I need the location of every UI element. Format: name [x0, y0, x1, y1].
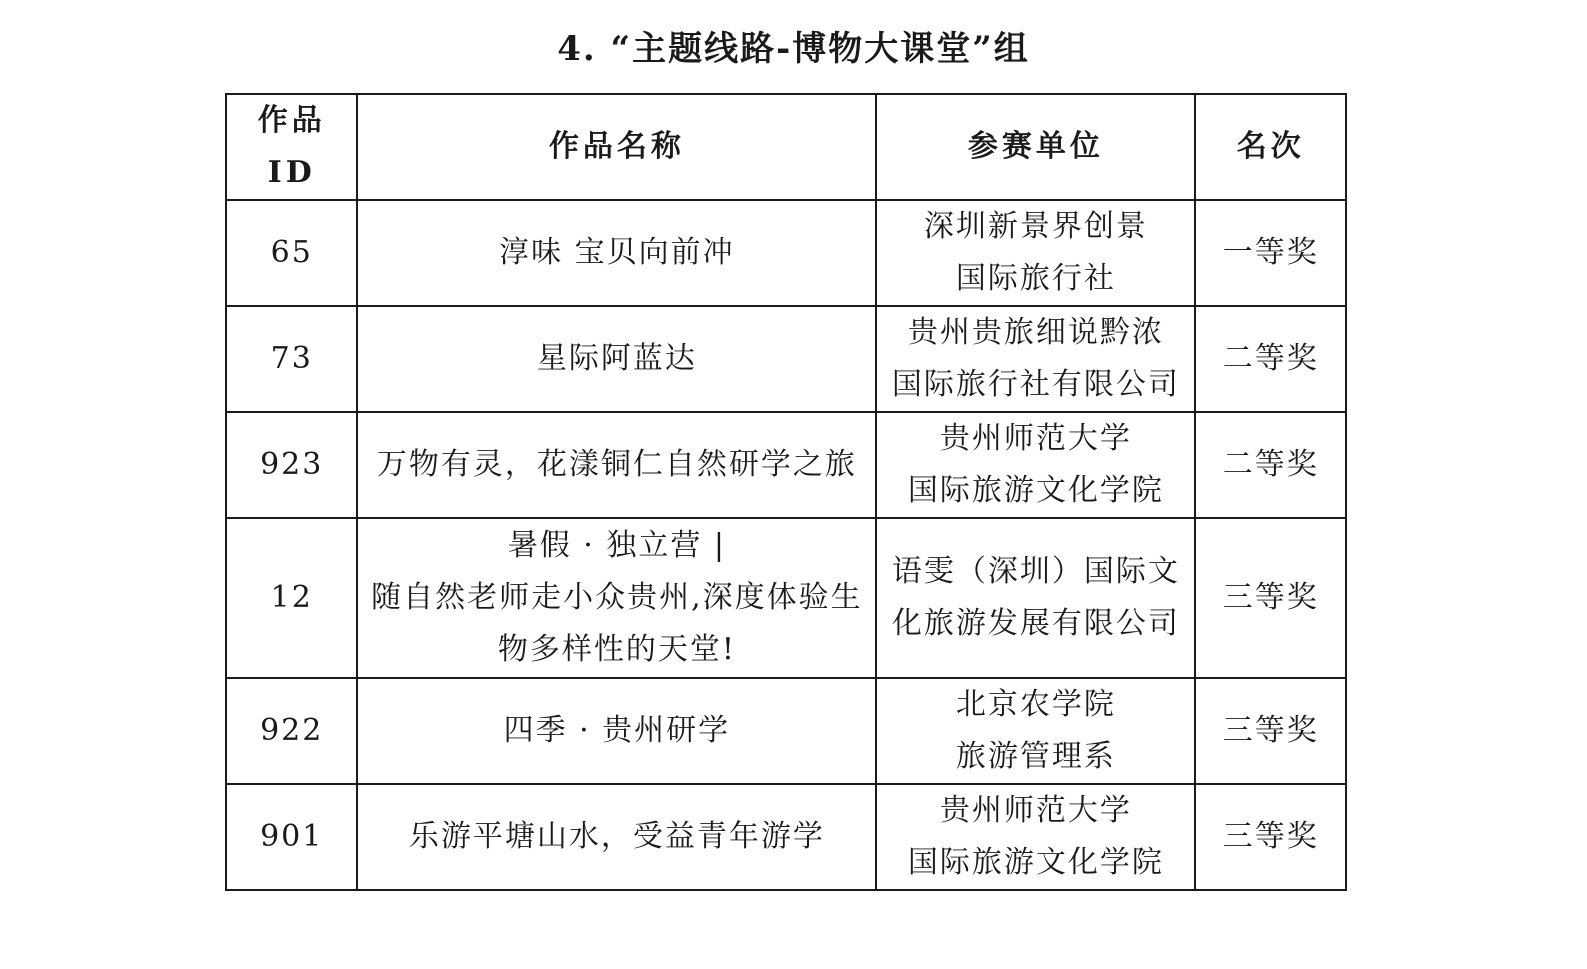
table-row	[226, 306, 1346, 412]
cell-unit-line: 贵州贵旅细说黔浓	[907, 315, 1164, 350]
cell-name-line: 暑假 · 独立营 |	[507, 528, 727, 563]
cell-name-line: 四季 · 贵州研学	[503, 713, 731, 748]
header-name: 作品名称	[357, 94, 876, 200]
page-title: 4. “主题线路-博物大课堂”组	[557, 29, 1030, 69]
header-rank: 名次	[1195, 94, 1346, 200]
cell-name	[357, 678, 876, 784]
cell-rank: 三等奖	[1195, 678, 1346, 784]
table-row	[226, 678, 1346, 784]
header-id-line2: ID	[267, 155, 316, 190]
cell-unit-line: 深圳新景界创景	[923, 209, 1148, 244]
cell-name-line: 物多样性的天堂!	[497, 632, 736, 667]
header-id-line1: 作品	[257, 103, 326, 138]
cell-unit-line: 国际旅行社有限公司	[891, 367, 1180, 402]
cell-name-line: 万物有灵，花漾铜仁自然研学之旅	[376, 447, 857, 482]
cell-rank: 三等奖	[1195, 784, 1346, 890]
cell-id: 901	[226, 784, 357, 890]
table-header-row	[226, 94, 1346, 200]
cell-name	[357, 200, 876, 306]
table-row	[226, 200, 1346, 306]
cell-unit-line: 旅游管理系	[955, 739, 1116, 774]
cell-id: 12	[226, 518, 357, 678]
cell-rank: 三等奖	[1195, 518, 1346, 678]
awards-table	[225, 93, 1347, 891]
cell-unit	[876, 784, 1195, 890]
cell-unit	[876, 412, 1195, 518]
cell-name	[357, 412, 876, 518]
cell-unit-line: 化旅游发展有限公司	[891, 606, 1180, 641]
header-unit: 参赛单位	[876, 94, 1195, 200]
cell-name	[357, 306, 876, 412]
cell-unit-line: 贵州师范大学	[939, 793, 1132, 828]
cell-name-line: 淳味 宝贝向前冲	[499, 235, 735, 270]
table-row	[226, 412, 1346, 518]
cell-name-line: 随自然老师走小众贵州,深度体验生	[371, 580, 863, 615]
cell-rank: 二等奖	[1195, 306, 1346, 412]
header-id	[226, 94, 357, 200]
cell-unit	[876, 518, 1195, 678]
cell-name	[357, 784, 876, 890]
cell-name-line: 乐游平塘山水，受益青年游学	[408, 819, 825, 854]
table-row	[226, 784, 1346, 890]
cell-unit-line: 北京农学院	[955, 687, 1116, 722]
table-row	[226, 518, 1346, 678]
cell-id: 73	[226, 306, 357, 412]
cell-name-line: 星际阿蓝达	[536, 341, 697, 376]
cell-unit-line: 语雯（深圳）国际文	[891, 554, 1180, 589]
cell-id: 922	[226, 678, 357, 784]
cell-unit-line: 国际旅游文化学院	[907, 845, 1164, 880]
cell-id: 65	[226, 200, 357, 306]
cell-unit	[876, 678, 1195, 784]
cell-rank: 二等奖	[1195, 412, 1346, 518]
cell-unit	[876, 306, 1195, 412]
cell-unit-line: 贵州师范大学	[939, 421, 1132, 456]
cell-rank: 一等奖	[1195, 200, 1346, 306]
cell-id: 923	[226, 412, 357, 518]
cell-name	[357, 518, 876, 678]
cell-unit-line: 国际旅行社	[955, 261, 1116, 296]
cell-unit-line: 国际旅游文化学院	[907, 473, 1164, 508]
cell-unit	[876, 200, 1195, 306]
